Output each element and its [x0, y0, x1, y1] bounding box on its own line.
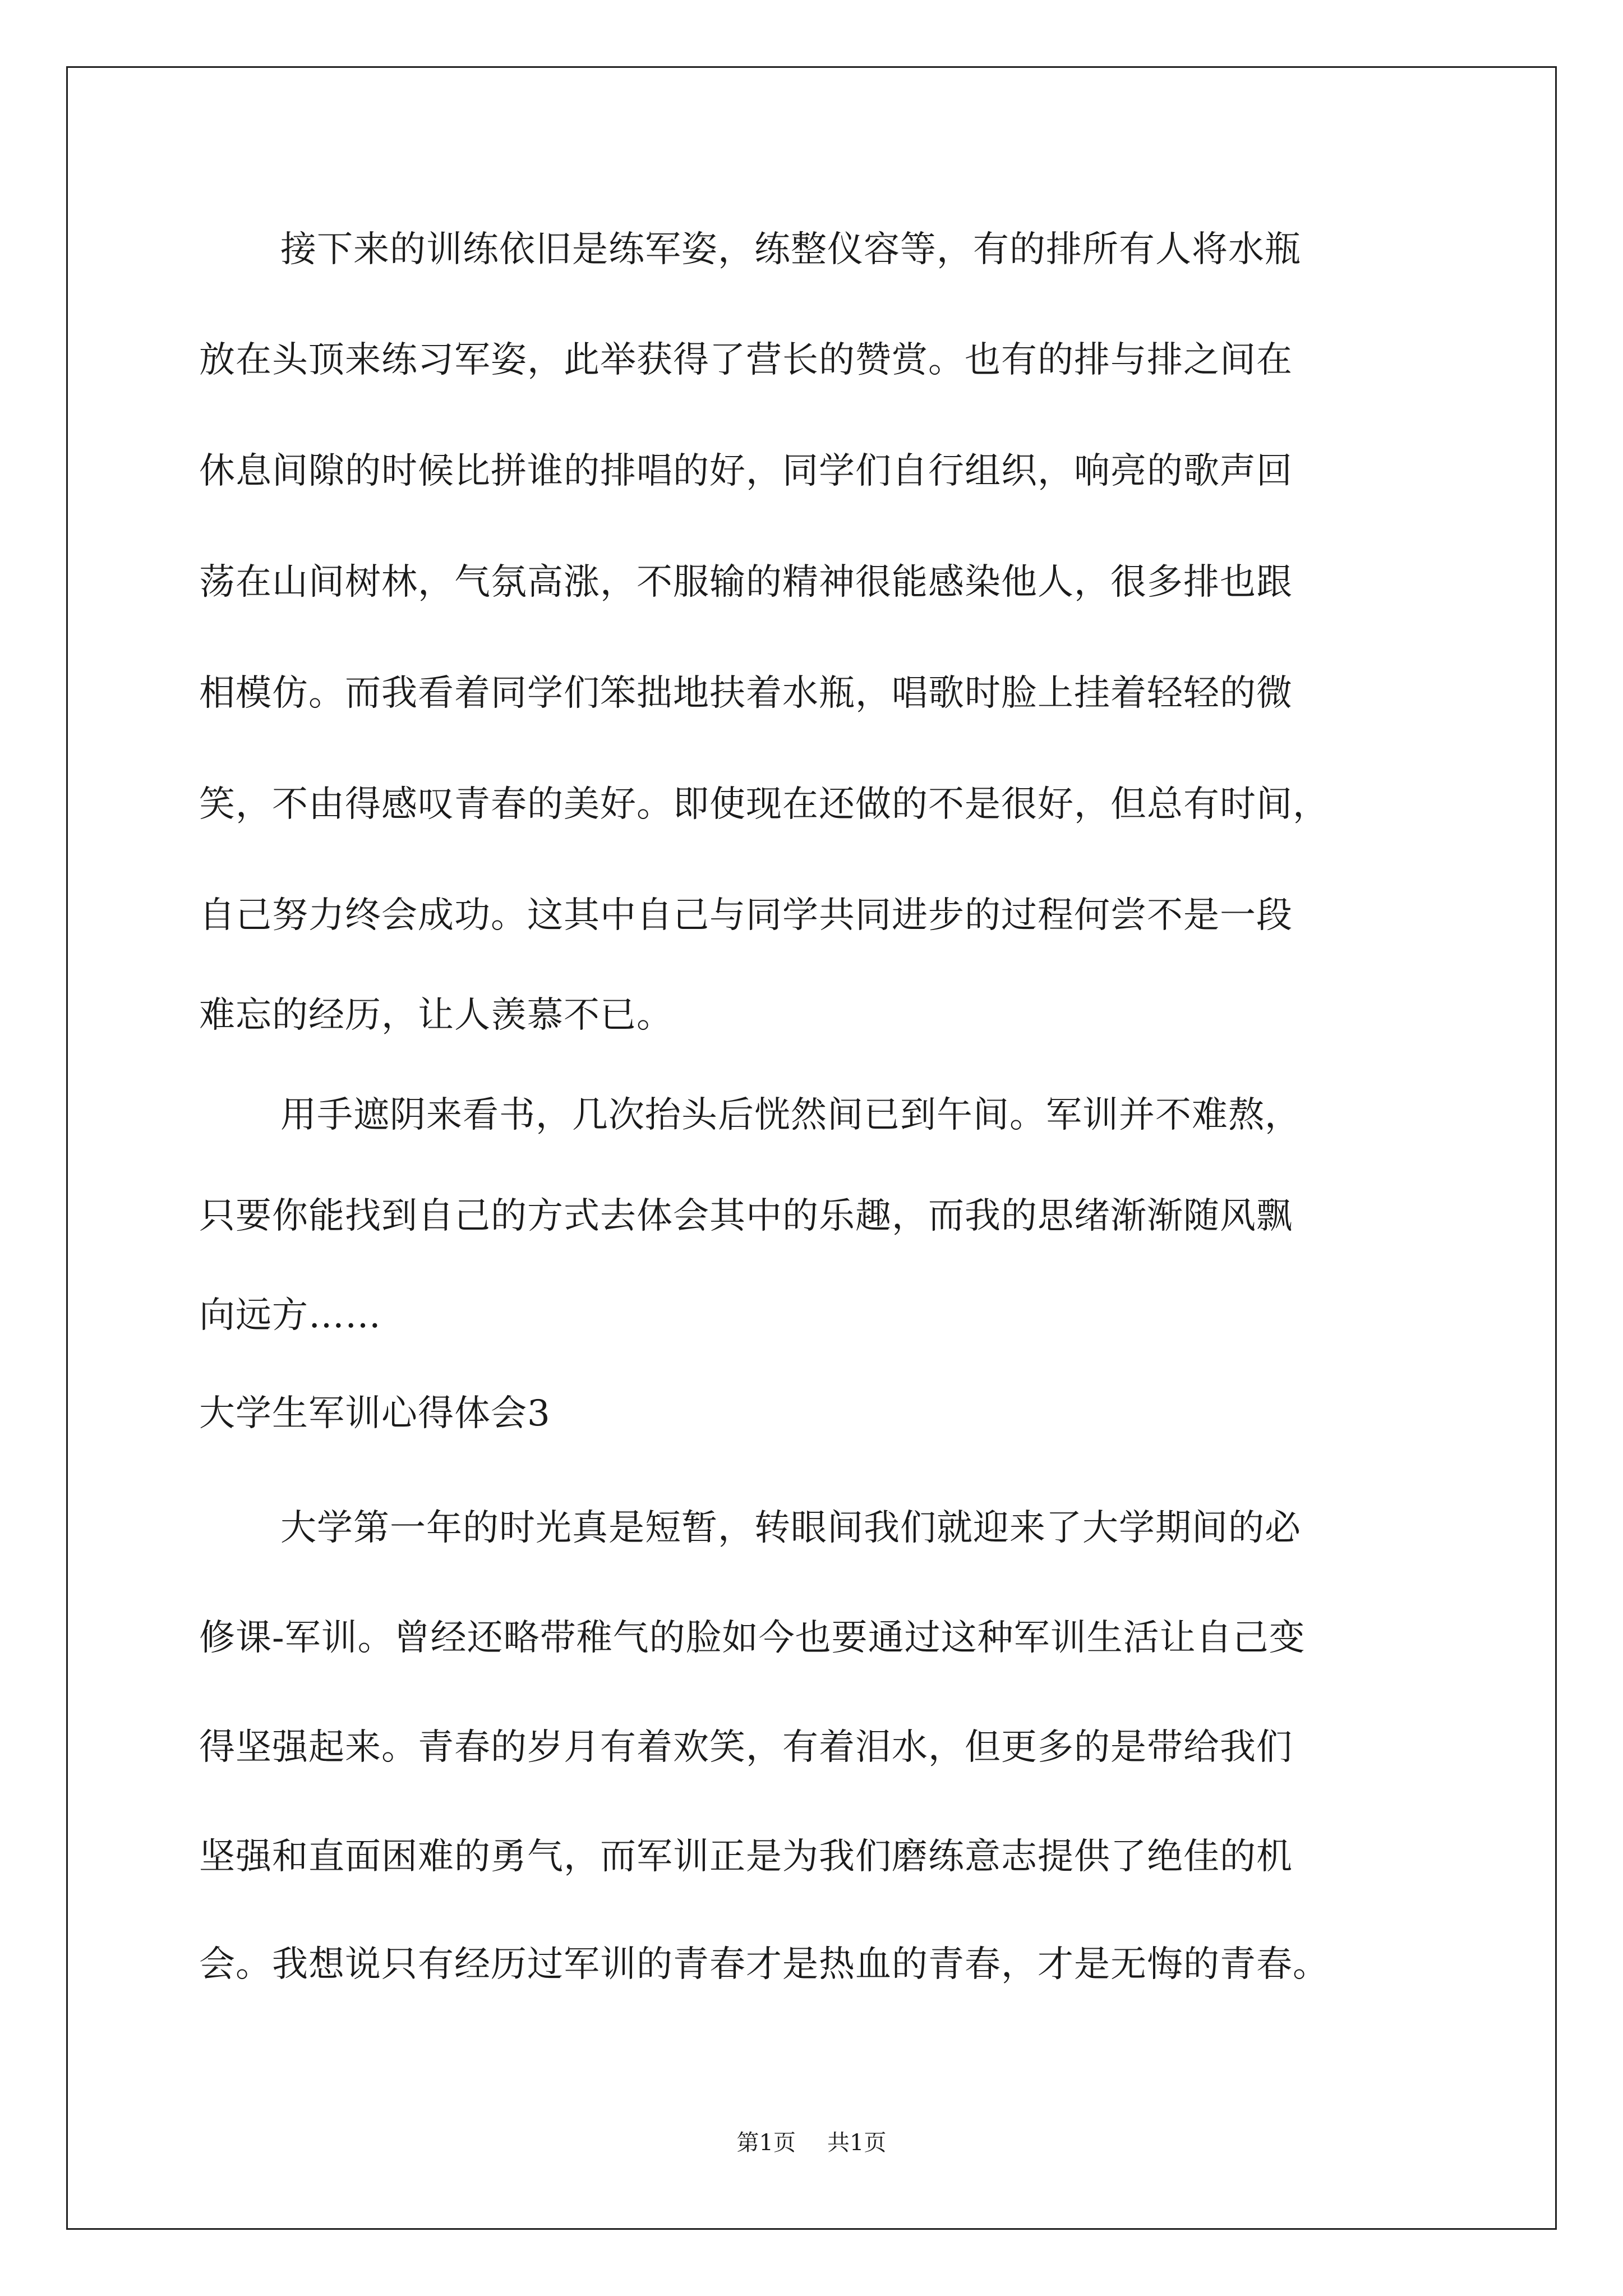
paragraph-line: 得坚强起来。青春的岁月有着欢笑，有着泪水，但更多的是带给我们: [199, 1727, 1293, 1768]
paragraph-line: 修课-军训。曾经还略带稚气的脸如今也要通过这种军训生活让自己变: [199, 1617, 1306, 1659]
paragraph-line: 自己努力终会成功。这其中自己与同学共同进步的过程何尝不是一段: [199, 895, 1293, 936]
paragraph-line: 笑，不由得感叹青春的美好。即使现在还做的不是很好，但总有时间，: [199, 784, 1329, 825]
paragraph-line: 向远方……: [199, 1295, 381, 1336]
paragraph-line: 用手遮阴来看书，几次抬头后恍然间已到午间。军训并不难熬，: [280, 1094, 1301, 1136]
paragraph-line: 相模仿。而我看着同学们笨拙地扶着水瓶，唱歌时脸上挂着轻轻的微: [199, 673, 1293, 714]
paragraph-line: 难忘的经历，让人羡慕不已。: [199, 995, 673, 1036]
paragraph-line: 只要你能找到自己的方式去体会其中的乐趣，而我的思绪渐渐随风飘: [199, 1195, 1293, 1237]
page-border: [66, 66, 1557, 2230]
page-number: 第1页: [736, 2130, 796, 2156]
paragraph-line: 坚强和直面困难的勇气，而军训正是为我们磨练意志提供了绝佳的机: [199, 1836, 1293, 1878]
paragraph-line: 荡在山间树林，气氛高涨，不服输的精神很能感染他人，很多排也跟: [199, 562, 1293, 603]
paragraph-line: 大学第一年的时光真是短暂，转眼间我们就迎来了大学期间的必: [280, 1507, 1301, 1549]
page-total: 共1页: [827, 2130, 887, 2156]
paragraph-line: 放在头顶来练习军姿，此举获得了营长的赞赏。也有的排与排之间在: [199, 339, 1293, 381]
page-footer: [0, 2129, 1623, 2157]
paragraph-line: 休息间隙的时候比拼谁的排唱的好，同学们自行组织，响亮的歌声回: [199, 450, 1293, 492]
section-heading: 大学生军训心得体会3: [199, 1393, 551, 1434]
paragraph-line: 会。我想说只有经历过军训的青春才是热血的青春，才是无悔的青春。: [199, 1944, 1329, 1985]
paragraph-line: 接下来的训练依旧是练军姿，练整仪容等，有的排所有人将水瓶: [280, 229, 1301, 270]
